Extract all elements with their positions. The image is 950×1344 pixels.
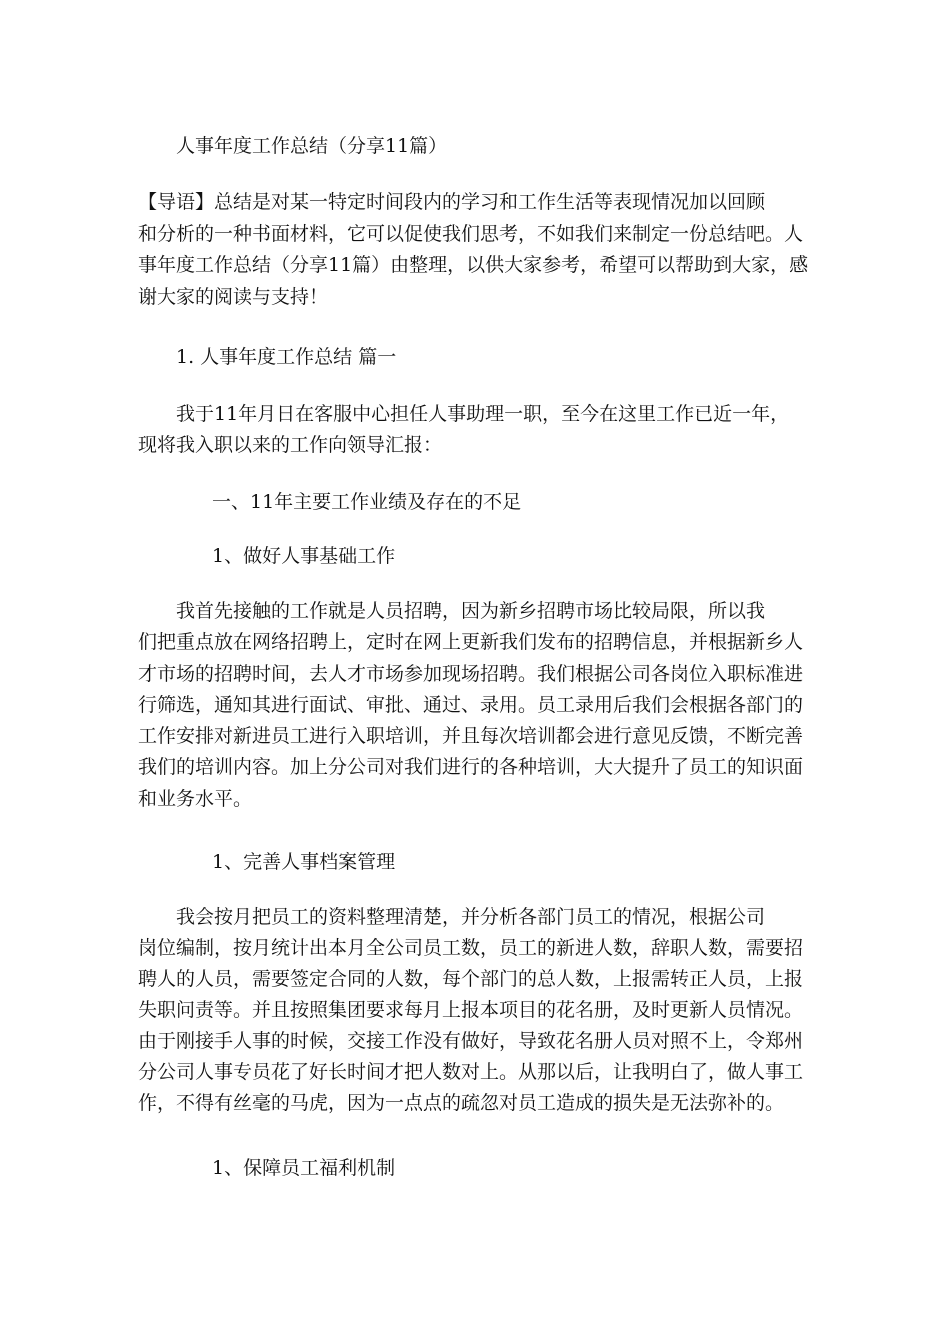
intro-line: 事年度工作总结（分享11篇）由整理，以供大家参考，希望可以帮助到大家，感 — [138, 254, 809, 276]
paragraph-line: 行筛选，通知其进行面试、审批、通过、录用。员工录用后我们会根据各部门的 — [138, 693, 804, 716]
paragraph-line: 聘人的人员，需要签定合同的人数，每个部门的总人数，上报需转正人员，上报 — [138, 968, 804, 990]
intro-line: 谢大家的阅读与支持！ — [138, 285, 329, 308]
subheading-basic-work: 1、做好人事基础工作 — [212, 545, 396, 567]
paragraph-line: 分公司人事专员花了好长时间才把人数对上。从那以后，让我明白了，做人事工 — [138, 1061, 804, 1083]
paragraph-line: 我于11年月日在客服中心担任人事助理一职，至今在这里工作已近一年， — [138, 403, 790, 425]
paragraph-line: 由于刚接手人事的时候，交接工作没有做好，导致花名册人员对照不上，令郑州 — [138, 1030, 804, 1052]
subheading-welfare: 1、保障员工福利机制 — [212, 1157, 396, 1179]
paragraph-line: 们把重点放在网络招聘上，定时在网上更新我们发布的招聘信息，并根据新乡人 — [138, 631, 804, 654]
paragraph-line: 现将我入职以来的工作向领导汇报： — [138, 434, 443, 456]
intro-line: 和分析的一种书面材料，它可以促使我们思考，不如我们来制定一份总结吧。人 — [138, 222, 804, 245]
paragraph-line: 才市场的招聘时间，去人才市场参加现场招聘。我们根据公司各岗位入职标准进 — [138, 662, 804, 685]
subheading-main: 一、11年主要工作业绩及存在的不足 — [212, 491, 522, 513]
body-paragraph-3 — [138, 902, 803, 1119]
intro-line: 【导语】总结是对某一特定时间段内的学习和工作生活等表现情况加以回顾 — [138, 191, 766, 213]
body-paragraph-2 — [138, 596, 803, 815]
paragraph-line: 我首先接触的工作就是人员招聘，因为新乡招聘市场比较局限，所以我 — [138, 600, 766, 622]
paragraph-line: 作，不得有丝毫的马虎，因为一点点的疏忽对员工造成的损失是无法弥补的。 — [138, 1092, 785, 1114]
subheading-archives: 1、完善人事档案管理 — [212, 851, 396, 873]
body-paragraph-1 — [138, 399, 789, 461]
section-heading: 1. 人事年度工作总结 篇一 — [176, 346, 397, 368]
paragraph-line: 和业务水平。 — [138, 787, 253, 810]
paragraph-line: 工作安排对新进员工进行入职培训，并且每次培训都会进行意见反馈，不断完善 — [138, 725, 804, 748]
paragraph-line: 我们的培训内容。加上分公司对我们进行的各种培训，大大提升了员工的知识面 — [138, 756, 804, 779]
paragraph-line: 我会按月把员工的资料整理清楚，并分析各部门员工的情况，根据公司 — [138, 906, 766, 928]
paragraph-line: 岗位编制，按月统计出本月全公司员工数，员工的新进人数，辞职人数，需要招 — [138, 937, 804, 959]
document-title: 人事年度工作总结（分享11篇） — [176, 135, 448, 157]
paragraph-line: 失职问责等。并且按照集团要求每月上报本项目的花名册，及时更新人员情况。 — [138, 999, 804, 1021]
intro-paragraph — [138, 187, 808, 313]
